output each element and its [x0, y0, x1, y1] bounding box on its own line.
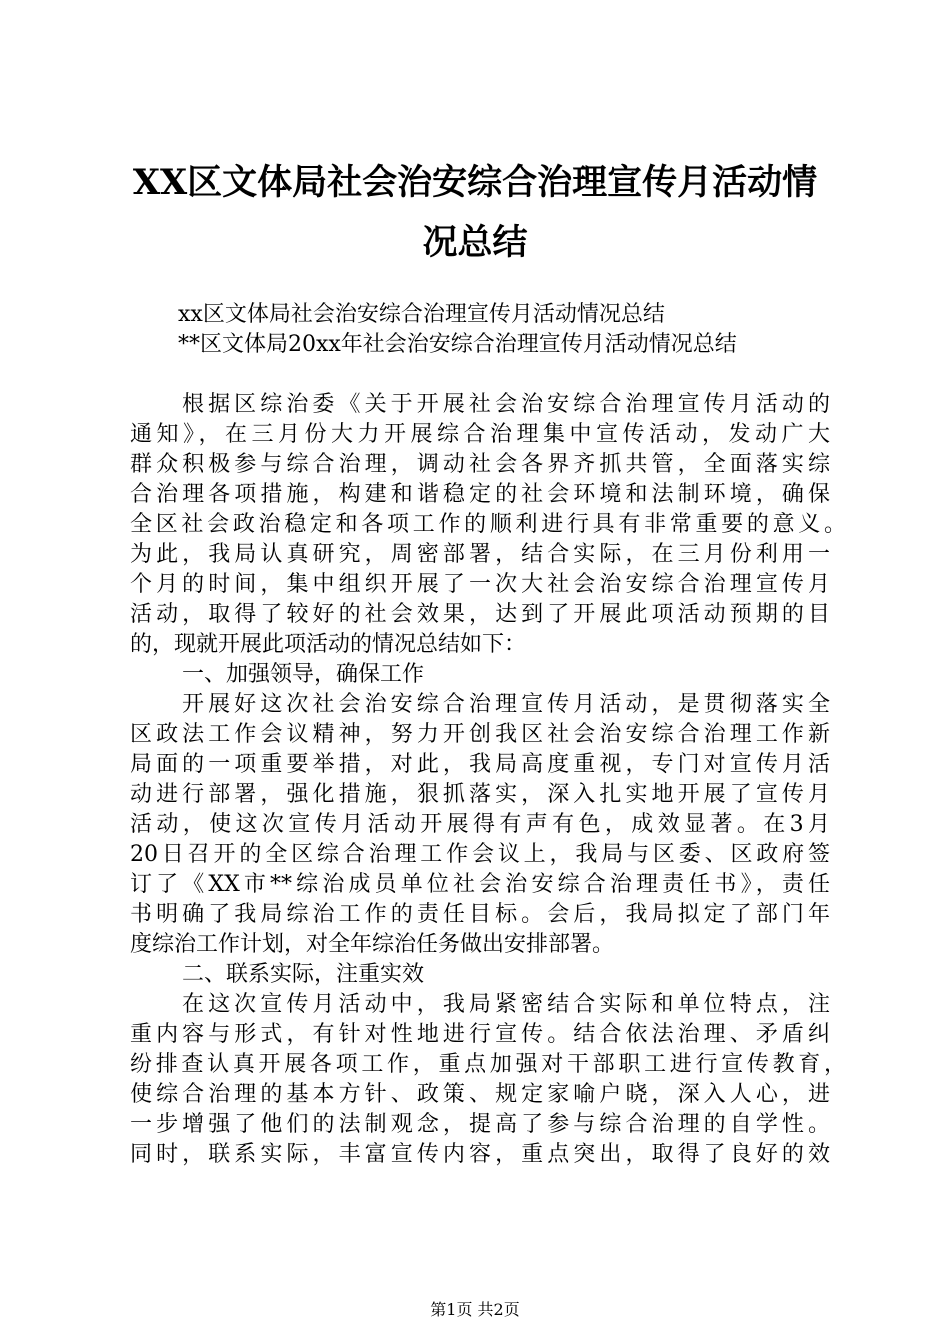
body-line: 20日召开的全区综合治理工作会议上，我局与区委、区政府签: [130, 842, 830, 867]
body-line: 的，现就开展此项活动的情况总结如下：: [130, 632, 527, 657]
body-line: 活动，取得了较好的社会效果，达到了开展此项活动预期的目: [130, 602, 830, 627]
body-line: 开展好这次社会治安综合治理宣传月活动，是贯彻落实全: [182, 692, 830, 717]
body-line: 根据区综治委《关于开展社会治安综合治理宣传月活动的: [182, 392, 830, 417]
body-line: 个月的时间，集中组织开展了一次大社会治安综合治理宣传月: [130, 572, 830, 597]
body-line: 区政法工作会议精神，努力开创我区社会治安综合治理工作新: [130, 722, 830, 747]
body-line: 在这次宣传月活动中，我局紧密结合实际和单位特点，注: [182, 992, 830, 1017]
body-line: 订了《XX市**综治成员单位社会治安综合治理责任书》，责任: [130, 872, 830, 897]
body-line: 合治理各项措施，构建和谐稳定的社会环境和法制环境，确保: [130, 482, 830, 507]
body-line: 为此，我局认真研究，周密部署，结合实际，在三月份利用一: [130, 542, 830, 567]
body-line: 重内容与形式，有针对性地进行宣传。结合依法治理、矛盾纠: [130, 1022, 830, 1047]
section-heading-1: 一、加强领导，确保工作: [182, 662, 425, 687]
subtitle-line-2: **区文体局20xx年社会治安综合治理宣传月活动情况总结: [178, 332, 737, 357]
document-title-line-2: 况总结: [422, 222, 528, 263]
body-line: 全区社会政治稳定和各项工作的顺利进行具有非常重要的意义。: [130, 512, 846, 537]
subtitle-line-1: xx区文体局社会治安综合治理宣传月活动情况总结: [178, 302, 665, 327]
body-line: 使综合治理的基本方针、政策、规定家喻户晓，深入人心，进: [130, 1082, 830, 1107]
body-line: 书明确了我局综治工作的责任目标。会后，我局拟定了部门年: [130, 902, 830, 927]
body-line: 动进行部署，强化措施，狠抓落实，深入扎实地开展了宣传月: [130, 782, 830, 807]
body-line: 一步增强了他们的法制观念，提高了参与综合治理的自学性。: [130, 1112, 830, 1137]
body-line: 局面的一项重要举措，对此，我局高度重视，专门对宣传月活: [130, 752, 830, 777]
body-line: 同时，联系实际，丰富宣传内容，重点突出，取得了良好的效: [130, 1142, 830, 1167]
body-line: 度综治工作计划，对全年综治任务做出安排部署。: [130, 932, 615, 957]
body-line: 群众积极参与综合治理，调动社会各界齐抓共管，全面落实综: [130, 452, 830, 477]
document-title-line-1: XX区文体局社会治安综合治理宣传月活动情: [132, 162, 818, 203]
body-line: 通知》，在三月份大力开展综合治理集中宣传活动，发动广大: [130, 422, 830, 447]
body-line: 纷排查认真开展各项工作，重点加强对干部职工进行宣传教育，: [130, 1052, 846, 1077]
page-number-footer: 第1页 共2页: [430, 1300, 520, 1319]
section-heading-2: 二、联系实际，注重实效: [182, 962, 425, 987]
body-line: 活动，使这次宣传月活动开展得有声有色，成效显著。在3月: [130, 812, 830, 837]
